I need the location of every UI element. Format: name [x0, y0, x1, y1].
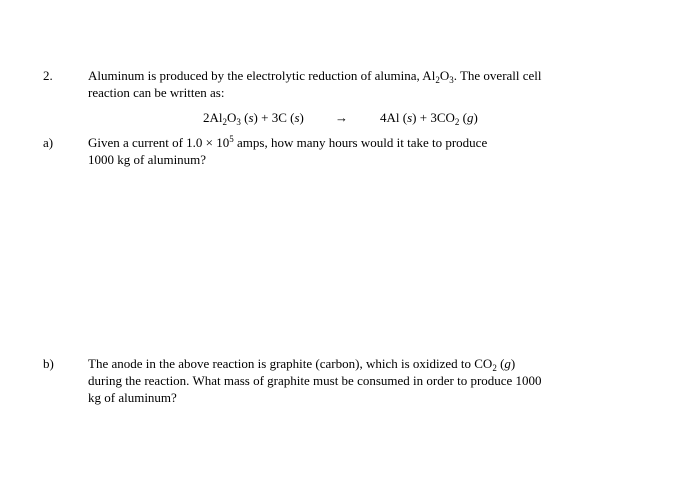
part-b-line-3: kg of aluminum? [88, 390, 177, 405]
intro-line-1: Aluminum is produced by the electrolytic reduction of alumina, $Al_2O_3$. The overall cell [88, 68, 542, 85]
part-b-question [88, 355, 618, 406]
part-a-line-1: Given a current of $1.0 \times 10^5$ amps, how many hours would it take to produce [88, 134, 488, 150]
part-a-label: a) [43, 135, 54, 150]
equation-arrow: → [335, 110, 348, 125]
part-b-line-1: The anode in the above reaction is graphite (carbon), which is oxidized to $CO_2$ (g) [88, 356, 516, 373]
problem-number: 2. [43, 68, 53, 83]
part-a-line-2: 1000 kg of aluminum? [88, 152, 207, 167]
equation-products: 4Al $(s) + 3CO_2$ (g) [380, 110, 478, 127]
intro-line-2: reaction can be written as: [88, 85, 225, 100]
problem-intro [88, 67, 618, 101]
equation-reactants: $2Al_2O_3$ (s) + 3C (s) [203, 110, 304, 127]
part-a-question [88, 134, 618, 168]
part-b-label: b) [43, 356, 54, 371]
part-b-line-2: during the reaction. What mass of graphite must be consumed in order to produce 1000 [88, 373, 542, 388]
